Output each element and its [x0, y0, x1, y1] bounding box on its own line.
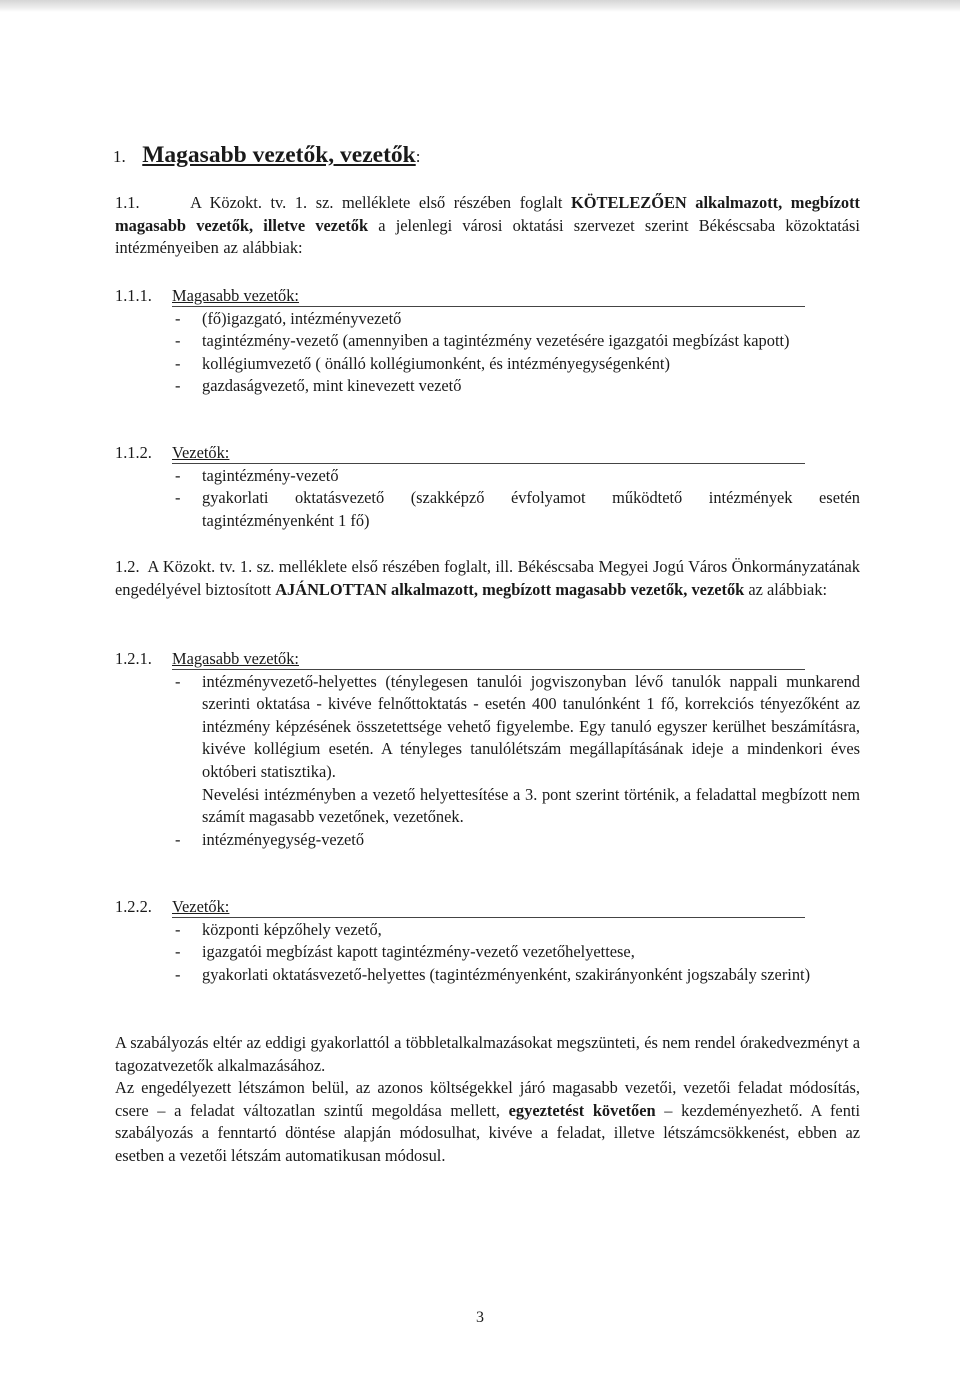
- list-item: - gyakorlati oktatásvezető (szakképző évfolyamot működtető intézmények esetén tagintézményenként 1 fő): [172, 487, 860, 532]
- list-item: - tagintézmény-vezető (amennyiben a tagintézmény vezetésére igazgatói megbízást kapott): [172, 330, 860, 353]
- p12-bold: AJÁNLOTTAN alkalmazott, megbízott magasabb vezetők, vezetők: [275, 579, 745, 599]
- intro-suffix: a jelenlegi városi oktatási szervezet szerint Békéscsaba közoktatási intézményeiben az alábbiak:: [115, 215, 860, 258]
- page-number: 3: [476, 1309, 484, 1326]
- subsection-title-text: Vezetők:: [172, 897, 230, 916]
- subsection-1-2-2: [115, 896, 860, 986]
- closing-p2-prefix: Az engedélyezett létszámon belül, az azonos költségekkel járó magasabb vezetői, vezetői feladat módosítás, csere – a feladat változatlan szintű megoldása mellett,: [115, 1078, 860, 1120]
- subsection-number: 1.1.1.: [115, 286, 152, 305]
- subsection-number: 1.2.1.: [115, 649, 152, 668]
- heading-title: Magasabb vezetők, vezetők: [142, 142, 416, 168]
- subsection-header: [115, 442, 860, 465]
- intro-bold: KÖTELEZŐEN alkalmazott, megbízott magasabb vezetők, illetve vezetők: [115, 193, 860, 235]
- subsection-title-text: Vezetők:: [172, 443, 230, 462]
- list-item: - gazdaságvezető, mint kinevezett vezető: [172, 375, 860, 398]
- list-item: - intézményegység-vezető: [172, 829, 860, 852]
- section-heading: [113, 140, 420, 172]
- p12-prefix: 1.2. A Közokt. tv. 1. sz. melléklete első részében foglalt, ill. Békéscsaba Megyei Jogú Város Önkormányzatának engedélyével biztosított: [115, 557, 865, 599]
- subsection-title-text: Magasabb vezetők:: [172, 286, 299, 305]
- subsection-header: [115, 285, 860, 308]
- p12-suffix: az alábbiak:: [744, 579, 828, 599]
- subsection-title: [172, 442, 805, 464]
- heading-colon: :: [415, 147, 421, 166]
- subsection-1-1-2: [115, 442, 860, 532]
- subsection-1-2-1: [115, 648, 860, 851]
- list-item: - kollégiumvezető ( önálló kollégiumonként, és intézményegységenként): [172, 353, 860, 376]
- subsection-title-text: Magasabb vezetők:: [172, 649, 299, 668]
- list-item: - igazgatói megbízást kapott tagintézmény-vezető vezetőhelyettese,: [172, 941, 860, 964]
- list-item-text: intézményvezető-helyettes (ténylegesen tanulói jogviszonyban lévő tanulók nappali munkarend szerinti oktatása - kivéve felnőttoktatás - esetén 400 tanulónként 1 fő, korrekciós tényezőként az intézmény képzésének összetettsége vehető figyelembe. Egy tanuló egyszer kerülhet beszámításra, kivéve kollégium esetén. A tényleges tanulólétszám megállapításának ideje a mindenkori éves októberi statisztika).: [202, 671, 860, 781]
- list: [115, 919, 860, 987]
- list-item: - tagintézmény-vezető: [172, 465, 860, 488]
- list: [115, 671, 860, 852]
- list-item: - központi képzőhely vezető,: [172, 919, 860, 942]
- list-item-note: Nevelési intézményben a vezető helyettesítése a 3. pont szerint történik, a feladattal megbízott nem számít magasabb vezetőnek, vezetőnek.: [202, 784, 860, 827]
- subsection-1-1-1: [115, 285, 860, 398]
- subsection-title: [172, 648, 805, 670]
- subsection-header: [115, 896, 860, 919]
- intro-paragraph: [115, 192, 860, 260]
- closing-p2-bold: egyeztetést követően: [508, 1100, 656, 1120]
- paragraph-1-2: [115, 556, 865, 601]
- list: [115, 465, 860, 533]
- closing-p2-suffix: – kezdeményezhető. A fenti szabályozás a fenntartó döntése alapján módosulhat, kivéve a feladat, illetve létszámcsökkenést, ebben az esetben a vezetői létszám automatikusan módosul.: [115, 1100, 860, 1165]
- closing-paragraph-1: A szabályozás eltér az eddigi gyakorlattól a többletalkalmazásokat megszünteti, és nem rendel órakedvezményt a tagozatvezetők alkalmazásához.: [115, 1033, 860, 1075]
- intro-prefix: 1.1. A Közokt. tv. 1. sz. melléklete első részében foglalt: [115, 193, 572, 212]
- closing-paragraph-2: [115, 1077, 860, 1167]
- heading-number: 1.: [113, 147, 126, 166]
- list-item: - (fő)igazgató, intézményvezető: [172, 308, 860, 331]
- subsection-number: 1.2.2.: [115, 897, 152, 916]
- subsection-title: [172, 285, 805, 307]
- list: [115, 308, 860, 398]
- list-item: [172, 671, 860, 829]
- subsection-title: [172, 896, 805, 918]
- list-item: - gyakorlati oktatásvezető-helyettes (tagintézményenként, szakirányonként jogszabály szerint): [172, 964, 860, 987]
- subsection-header: [115, 648, 860, 671]
- subsection-number: 1.1.2.: [115, 443, 152, 462]
